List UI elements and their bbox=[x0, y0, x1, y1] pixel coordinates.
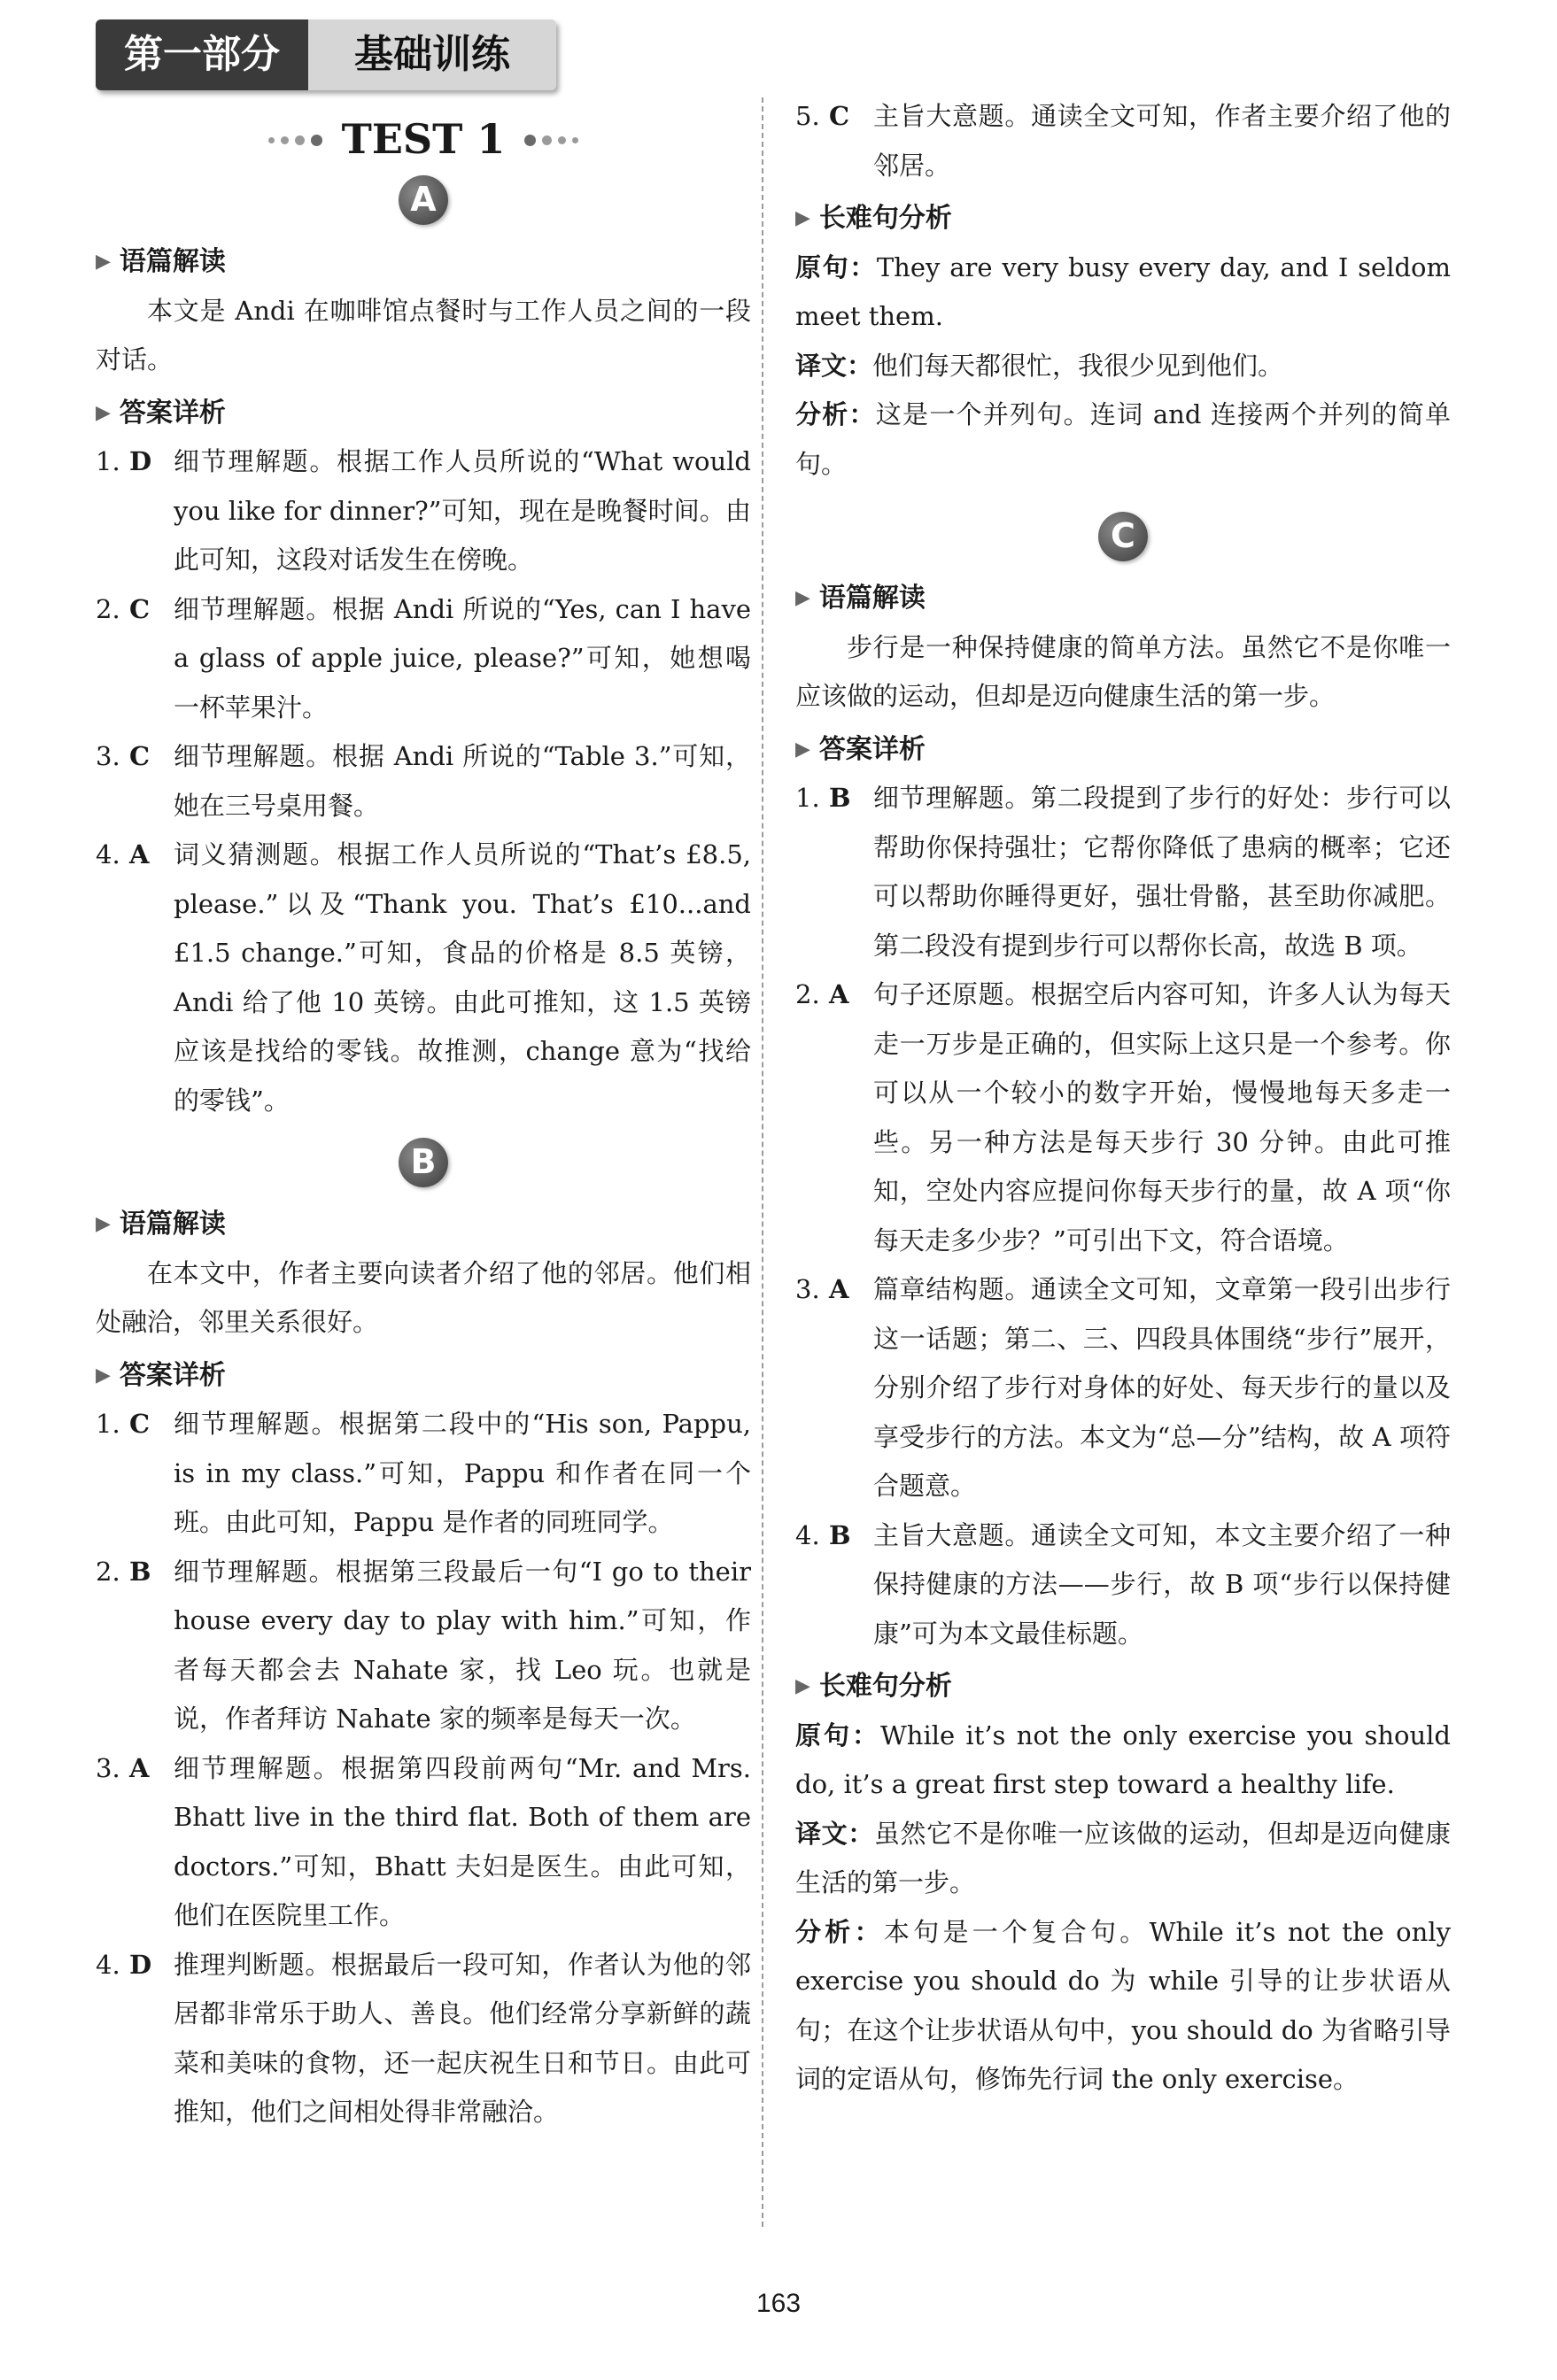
answer-num: 4. bbox=[96, 1949, 120, 1980]
section-b-long-header bbox=[795, 194, 1451, 243]
answer-item bbox=[96, 1400, 751, 1548]
section-c-badge: C bbox=[1098, 512, 1148, 561]
section-b-badge: B bbox=[399, 1138, 448, 1187]
answer-letter: A bbox=[829, 1274, 849, 1304]
answer-item bbox=[96, 1941, 751, 2137]
answer-letter: D bbox=[129, 446, 152, 476]
answer-num: 3. bbox=[795, 1274, 820, 1304]
translation-label: 译文： bbox=[795, 1818, 874, 1849]
section-c-long-header bbox=[795, 1662, 1451, 1712]
column-divider bbox=[762, 97, 763, 2227]
answer-letter: A bbox=[829, 979, 849, 1009]
section-c-translation bbox=[795, 1810, 1451, 1908]
section-b-mark bbox=[96, 1138, 751, 1187]
triangle-icon: ▶ bbox=[96, 1364, 111, 1387]
answer-letter: A bbox=[129, 839, 150, 869]
section-b-translation bbox=[795, 342, 1451, 391]
answer-letter: C bbox=[129, 593, 151, 624]
section-a-answer-list bbox=[96, 437, 751, 1125]
answer-item bbox=[795, 774, 1451, 970]
section-c-analysis bbox=[795, 1908, 1451, 2105]
answer-item bbox=[96, 437, 751, 585]
right-dots-ornament bbox=[524, 135, 578, 146]
answer-item bbox=[96, 831, 751, 1125]
section-b-answers-header bbox=[96, 1351, 751, 1401]
analysis-text: 这是一个并列句。连词 and 连接两个并列的简单句。 bbox=[795, 399, 1451, 479]
section-c-reading-header bbox=[795, 574, 1451, 623]
section-c-original bbox=[795, 1712, 1451, 1810]
answer-num: 1. bbox=[795, 783, 820, 813]
section-a-answers-title: 答案详析 bbox=[119, 397, 226, 429]
left-dots-ornament bbox=[268, 135, 322, 146]
section-b-original bbox=[795, 243, 1451, 342]
translation-text: 虽然它不是你唯一应该做的运动，但却是迈向健康生活的第一步。 bbox=[795, 1818, 1451, 1897]
answer-item bbox=[795, 1511, 1451, 1659]
answer-num: 3. bbox=[96, 1752, 120, 1783]
answer-num: 1. bbox=[96, 446, 120, 476]
section-b-long-title: 长难句分析 bbox=[818, 203, 952, 234]
answer-text: 细节理解题。第二段提到了步行的好处：步行可以帮助你保持强壮；它帮你降低了患病的概率；它还可以帮助你睡得更好，强壮骨骼，甚至助你减肥。第二段没有提到步行可以帮你长高，故选 B 项。 bbox=[873, 783, 1451, 961]
answer-item bbox=[96, 732, 751, 831]
section-b-reading-title: 语篇解读 bbox=[119, 1209, 226, 1240]
section-a-reading-text: 本文是 Andi 在咖啡馆点餐时与工作人员之间的一段对话。 bbox=[96, 295, 751, 375]
answer-num: 2. bbox=[96, 1556, 120, 1587]
section-a-reading-title: 语篇解读 bbox=[119, 246, 226, 277]
section-c-reading-text: 步行是一种保持健康的简单方法。虽然它不是你唯一应该做的运动，但却是迈向健康生活的第一步。 bbox=[795, 631, 1451, 711]
answer-text: 细节理解题。根据第四段前两句“Mr. and Mrs. Bhatt live in the third flat. Both of them are doctors.”可知，Bhatt 夫妇是医生。由此可知，他们在医院里工作。 bbox=[174, 1752, 751, 1930]
answer-num: 4. bbox=[96, 839, 120, 869]
answer-text: 推理判断题。根据最后一段可知，作者认为他的邻居都非常乐于助人、善良。他们经常分享新鲜的蔬菜和美味的食物，还一起庆祝生日和节日。由此可推知，他们之间相处得非常融洽。 bbox=[174, 1949, 751, 2127]
answer-text: 细节理解题。根据 Andi 所说的“Yes, can I have a glass of apple juice, please?”可知，她想喝一杯苹果汁。 bbox=[174, 593, 751, 722]
translation-label: 译文： bbox=[795, 350, 873, 381]
section-a-mark bbox=[96, 175, 751, 225]
section-b-answer-list bbox=[96, 1400, 751, 2137]
translation-text: 他们每天都很忙，我很少见到他们。 bbox=[872, 350, 1284, 381]
section-a-reading-header bbox=[96, 237, 751, 287]
answer-letter: B bbox=[829, 783, 851, 813]
answer-item bbox=[96, 1548, 751, 1744]
test-title-row bbox=[96, 113, 751, 166]
triangle-icon: ▶ bbox=[795, 738, 810, 761]
section-b-reading-header bbox=[96, 1200, 751, 1249]
answer-item bbox=[795, 970, 1451, 1265]
answer-item bbox=[795, 1265, 1451, 1511]
triangle-icon: ▶ bbox=[96, 1213, 111, 1235]
original-label: 原句： bbox=[795, 251, 877, 282]
answer-num: 4. bbox=[795, 1519, 820, 1550]
answer-text: 细节理解题。根据工作人员所说的“What would you like for dinner?”可知，现在是晚餐时间。由此可知，这段对话发生在傍晚。 bbox=[174, 446, 751, 575]
answer-letter: B bbox=[129, 1556, 151, 1587]
banner-part: 第一部分 bbox=[96, 19, 308, 90]
analysis-label: 分析： bbox=[795, 399, 876, 429]
answer-letter: B bbox=[829, 1519, 851, 1550]
answer-letter: C bbox=[829, 101, 850, 131]
left-column bbox=[0, 0, 762, 2137]
section-c-mark bbox=[795, 512, 1451, 561]
answer-text: 细节理解题。根据 Andi 所说的“Table 3.”可知，她在三号桌用餐。 bbox=[174, 741, 751, 821]
section-b-analysis bbox=[795, 390, 1451, 489]
test-title: TEST 1 bbox=[341, 115, 506, 164]
section-c-answer-list bbox=[795, 774, 1451, 1658]
answer-text: 句子还原题。根据空后内容可知，许多人认为每天走一万步是正确的，但实际上这只是一个参考。你可以从一个较小的数字开始，慢慢地每天多走一些。另一种方法是每天步行 30 分钟。由此可推知，空处内容应提问你每天步行的量，故 A 项“你每天走多少步？”可引出下文，符合语境。 bbox=[873, 979, 1451, 1256]
triangle-icon: ▶ bbox=[795, 587, 810, 609]
answer-num: 3. bbox=[96, 741, 120, 771]
answer-num: 2. bbox=[96, 593, 120, 624]
answer-letter: C bbox=[129, 1409, 151, 1439]
section-c-reading-title: 语篇解读 bbox=[818, 583, 926, 614]
triangle-icon: ▶ bbox=[96, 251, 111, 273]
left-content bbox=[96, 175, 751, 2137]
section-b-reading-text: 在本文中，作者主要向读者介绍了他的邻居。他们相处融洽，邻里关系很好。 bbox=[96, 1257, 751, 1337]
page-number: 163 bbox=[755, 2289, 802, 2318]
answer-num: 2. bbox=[795, 979, 820, 1009]
section-b-answers-title: 答案详析 bbox=[119, 1359, 226, 1391]
triangle-icon: ▶ bbox=[795, 1675, 810, 1697]
part-banner bbox=[96, 19, 556, 90]
answer-letter: C bbox=[129, 741, 151, 771]
banner-title: 基础训练 bbox=[308, 19, 556, 90]
triangle-icon: ▶ bbox=[96, 401, 111, 424]
answer-num: 5. bbox=[795, 101, 820, 131]
answer-item bbox=[96, 585, 751, 733]
original-text: They are very busy every day, and I seldom meet them. bbox=[795, 251, 1451, 331]
analysis-label: 分析： bbox=[795, 1916, 884, 1947]
answer-text: 细节理解题。根据第二段中的“His son, Pappu, is in my class.”可知，Pappu 和作者在同一个班。由此可知，Pappu 是作者的同班同学。 bbox=[174, 1409, 751, 1537]
answer-num: 1. bbox=[96, 1409, 120, 1439]
triangle-icon: ▶ bbox=[795, 207, 810, 229]
section-a-answers-header bbox=[96, 389, 751, 438]
original-label: 原句： bbox=[795, 1719, 880, 1750]
section-c-answers-title: 答案详析 bbox=[818, 733, 926, 765]
answer-item bbox=[795, 92, 1451, 190]
original-text: While it’s not the only exercise you should do, it’s a great first step toward a healthy life. bbox=[795, 1719, 1451, 1799]
section-c-answers-header bbox=[795, 725, 1451, 775]
answer-letter: D bbox=[129, 1949, 152, 1980]
section-a-badge: A bbox=[399, 175, 448, 225]
answer-text: 细节理解题。根据第三段最后一句“I go to their house every day to play with him.”可知，作者每天都会去 Nahate 家，找 Leo 玩。也就是说，作者拜访 Nahate 家的频率是每天一次。 bbox=[174, 1556, 751, 1734]
answer-letter: A bbox=[129, 1752, 150, 1783]
answer-text: 主旨大意题。通读全文可知，作者主要介绍了他的邻居。 bbox=[873, 101, 1451, 181]
answer-item bbox=[96, 1744, 751, 1941]
answer-text: 词义猜测题。根据工作人员所说的“That’s £8.5, please.”以及“Thank you. That’s £10...and £1.5 change.”可知，食品的价格是 8.5 英镑，Andi 给了他 10 英镑。由此可推知，这 1.5 英镑应该是找给的零钱。故推测，change 意为“找给的零钱”。 bbox=[174, 839, 751, 1116]
answer-text: 篇章结构题。通读全文可知，文章第一段引出步行这一话题；第二、三、四段具体围绕“步行”展开，分别介绍了步行对身体的好处、每天步行的量以及享受步行的方法。本文为“总—分”结构，故 A 项符合题意。 bbox=[873, 1274, 1451, 1501]
section-c-long-title: 长难句分析 bbox=[818, 1671, 952, 1702]
right-column bbox=[795, 92, 1451, 2105]
analysis-text: 本句是一个复合句。While it’s not the only exercise you should do 为 while 引导的让步状语从句；在这个让步状语从句中，you should do 为省略引导词的定语从句，修饰先行词 the only exercise。 bbox=[795, 1916, 1451, 2094]
answer-text: 主旨大意题。通读全文可知，本文主要介绍了一种保持健康的方法——步行，故 B 项“步行以保持健康”可为本文最佳标题。 bbox=[873, 1519, 1451, 1649]
